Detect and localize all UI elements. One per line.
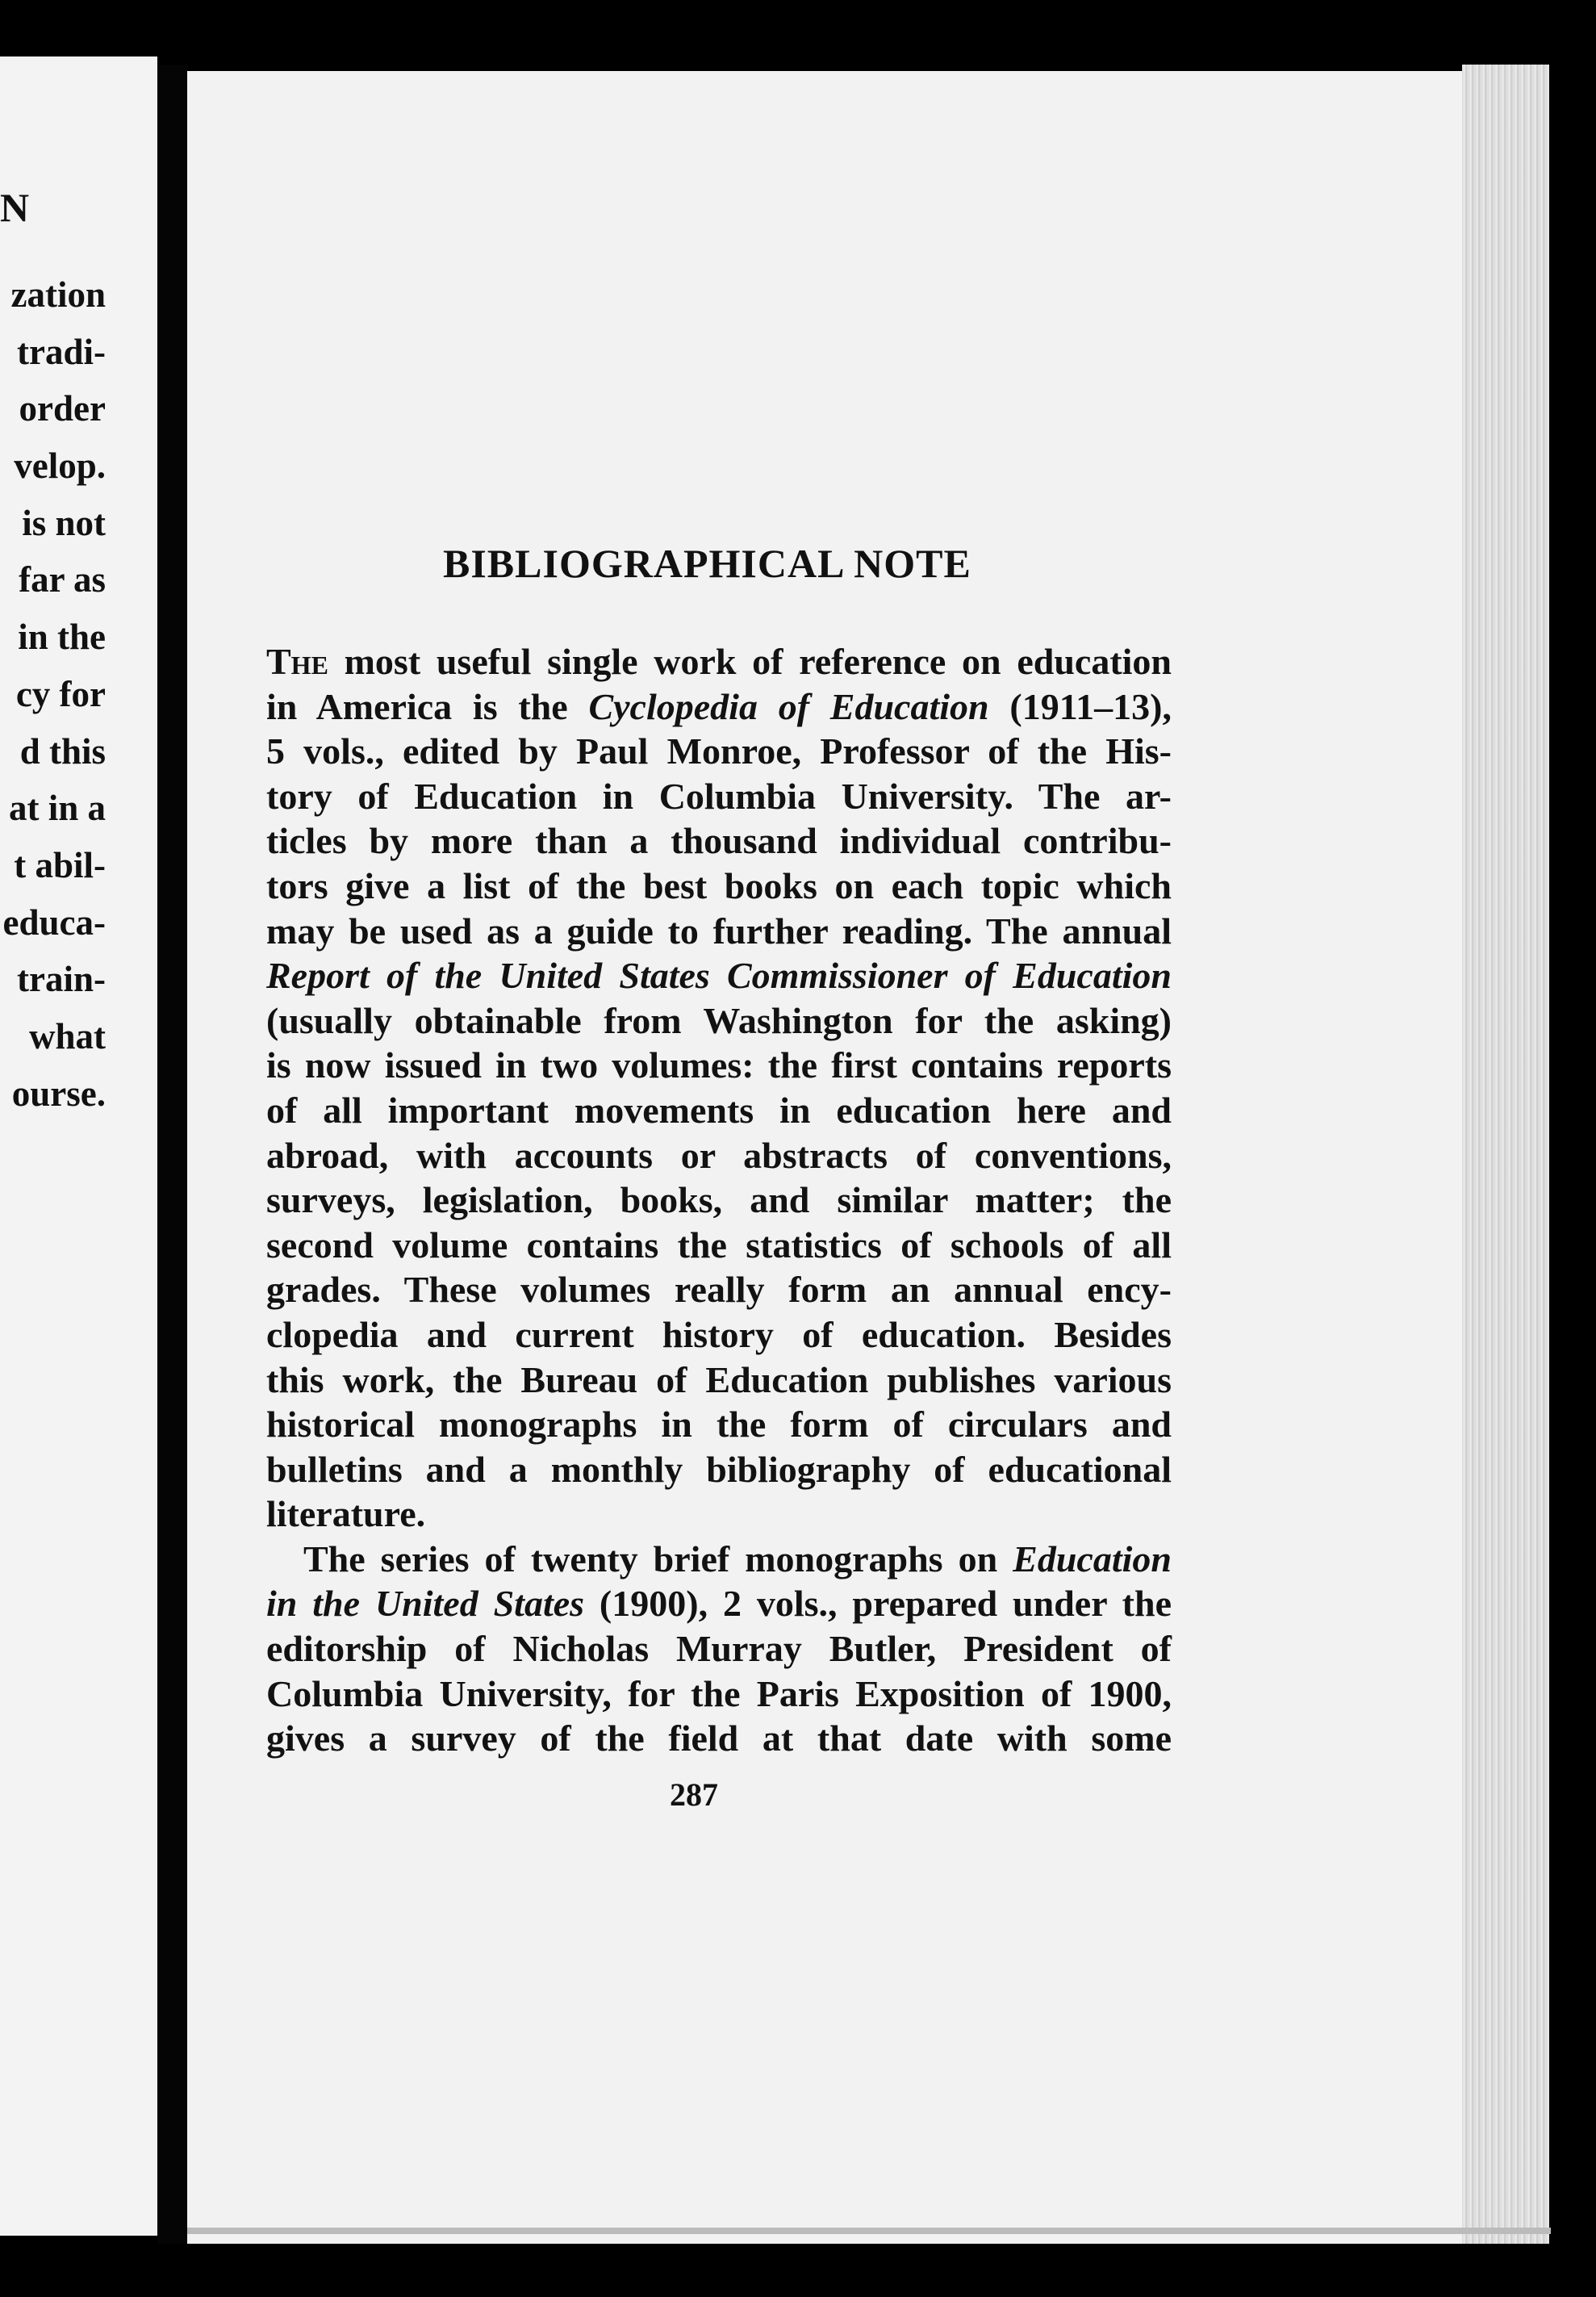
left-line: velop. [14, 446, 106, 487]
left-line: educa- [2, 902, 106, 943]
book-title: Cyclopedia of Education [588, 685, 989, 727]
text-line: tory of Education in Columbia University. The ar- [266, 775, 1172, 817]
left-line: at in a [8, 788, 106, 829]
text-line: historical monographs in the form of circulars and [266, 1404, 1172, 1446]
left-page-header-fragment: N [0, 185, 31, 230]
left-line: cy for [15, 673, 106, 714]
page-title: BIBLIOGRAPHICAL NOTE [443, 541, 971, 586]
text-line: abroad, with accounts or abstracts of conventions, [266, 1134, 1172, 1176]
body-text [266, 639, 1172, 1761]
text-line: bulletins and a monthly bibliography of educational [266, 1448, 1172, 1490]
text-line: this work, the Bureau of Education publishes various [266, 1358, 1172, 1400]
left-line: d this [19, 730, 106, 772]
page-bottom-edge [187, 2228, 1551, 2234]
left-line: tradi- [17, 331, 106, 372]
left-line: zation [10, 274, 106, 315]
text-line: editorship of Nicholas Murray Butler, President of [266, 1628, 1172, 1670]
book-title: Education [1013, 1538, 1172, 1579]
text-line: Columbia University, for the Paris Exposition of 1900, [266, 1672, 1172, 1714]
text-line: ticles by more than a thousand individual contribu- [266, 820, 1172, 862]
book-title: in the United States [266, 1583, 585, 1625]
text-line: (usually obtainable from Washington for the asking) [266, 999, 1172, 1041]
text-line: in America is the Cyclopedia of Education (1911–13), [266, 685, 1172, 727]
left-line: train- [17, 959, 106, 1000]
left-line: ourse. [11, 1073, 106, 1114]
text-line: of all important movements in education here and [266, 1089, 1172, 1131]
text-line: Report of the United States Commissioner of Education [266, 955, 1172, 997]
text-line: grades. These volumes really form an annual ency- [266, 1269, 1172, 1311]
left-line: what [28, 1015, 106, 1056]
left-page-text-fragment [0, 266, 106, 1122]
left-line: t abil- [14, 844, 106, 885]
text-line: literature. [266, 1493, 426, 1535]
text-line: gives a survey of the field at that date with some [266, 1718, 1172, 1759]
left-line: is not [22, 502, 106, 543]
text-line: tors give a list of the best books on each topic which [266, 864, 1172, 906]
text-line: 5 vols., edited by Paul Monroe, Professor of the His- [266, 730, 1172, 772]
lead-word: The [266, 641, 328, 682]
text-line: surveys, legislation, books, and similar matter; the [266, 1179, 1172, 1221]
page-edge-stack [1462, 65, 1549, 2244]
left-line: in the [18, 617, 106, 658]
text-line: clopedia and current history of education. Besides [266, 1313, 1172, 1355]
text-line: in the United States (1900), 2 vols., prepared under the [266, 1583, 1172, 1625]
text-line: is now issued in two volumes: the first contains reports [266, 1044, 1172, 1086]
text-line: second volume contains the statistics of schools of all [266, 1224, 1172, 1266]
text-line: The series of twenty brief monographs on Education [303, 1538, 1172, 1579]
page-number: 287 [670, 1776, 718, 1813]
book-gutter [157, 65, 188, 2244]
text-line: may be used as a guide to further reading. The annual [266, 910, 1172, 952]
text-line: The most useful single work of reference on education [266, 641, 1172, 682]
left-line: far as [19, 559, 106, 600]
left-line: order [19, 388, 106, 429]
